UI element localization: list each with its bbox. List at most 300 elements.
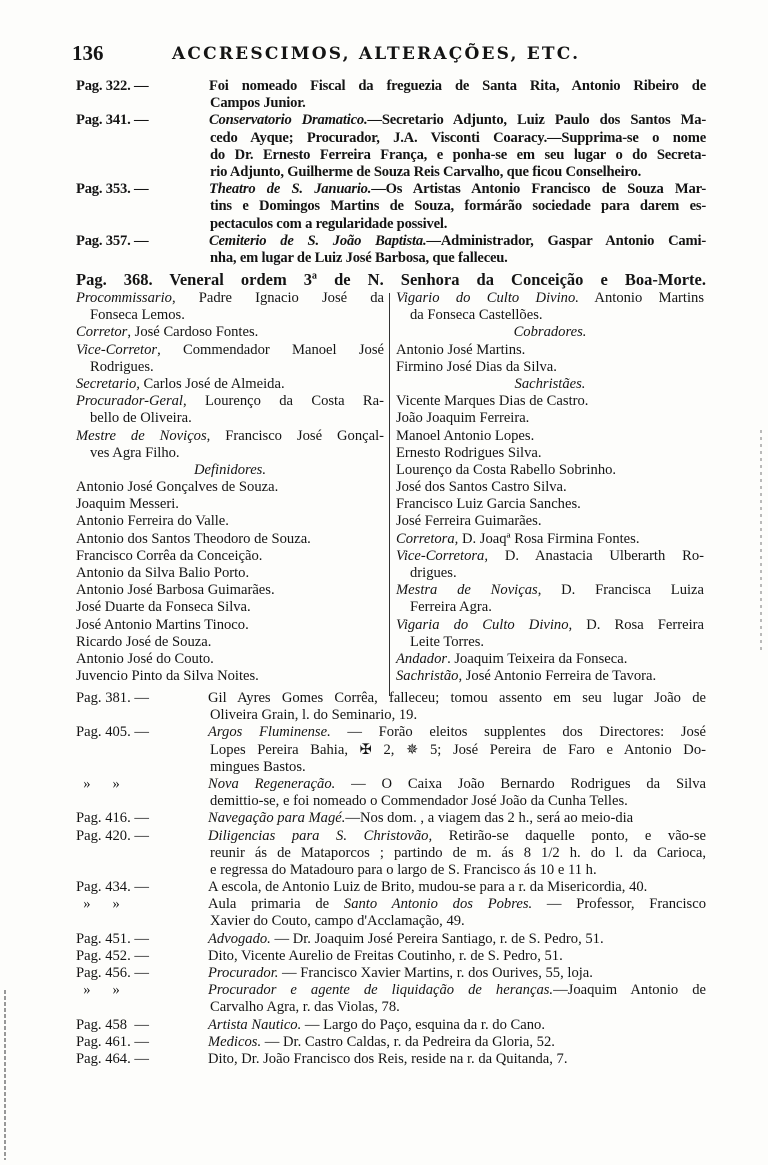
text-segment: Gil Ayres Gomes Corrêa, falleceu; tomou assento em seu lugar João de [208,690,706,706]
line-text [208,776,706,793]
entry [76,513,384,530]
text-line [76,1017,706,1034]
bottom-entries [76,690,706,1068]
text-line [396,582,704,599]
italic-heading: Santo Antonio dos Pobres. [343,896,533,913]
text-segment: — Francisco Xavier Martins, r. dos Ourives, 55, loja. [278,965,593,981]
entry [76,617,384,634]
line-text [396,462,704,479]
italic-heading: Argos Fluminense. [208,724,331,741]
line-text [90,445,384,462]
text-segment: bello de Oliveira. [90,410,192,427]
text-segment: tins e Domingos Martins de Souza, formárão sociedade para darem es- [210,198,706,215]
text-segment: — Forão eleitos supplentes dos Directores: José [330,724,706,741]
text-segment: Fonseca Lemos. [90,307,185,324]
text-line [396,290,704,307]
text-line [76,617,384,634]
line-text [90,307,384,324]
text-line [396,513,704,530]
italic-heading: Vigario do Culto Divino. [396,290,579,306]
italic-heading: Corretora, [396,530,459,547]
text-line [396,617,704,634]
line-text [76,513,384,530]
text-segment: Firmino José Dias da Silva. [396,358,557,375]
running-title: ACCRESCIMOS, ALTERAÇÕES, ETC. [172,44,581,64]
text-line [396,668,704,685]
text-line [76,828,706,845]
text-segment: —Os Artistas Antonio Francisco de Souza Mar- [371,181,706,198]
line-text [410,307,704,324]
italic-heading: Corretor [76,324,128,341]
text-line [76,810,706,827]
line-text [210,164,706,181]
line-text [76,428,384,445]
line-text [396,651,704,668]
line-text [210,147,706,164]
text-line [76,651,384,668]
text-line [76,690,706,707]
text-line [76,376,384,393]
italic-heading: Theatro de S. Januario. [209,181,372,198]
text-line [76,307,384,324]
text-line [76,198,706,215]
text-line [76,513,384,530]
italic-heading: Nova Regeneração. [208,775,336,792]
italic-heading: Procurador. [208,965,279,981]
italic-heading: Vice-Corretor [76,341,158,358]
line-text [210,742,706,759]
line-text [210,862,706,879]
entry [76,342,384,376]
line-text [396,496,704,513]
text-segment: D. Rosa Ferreira [572,616,704,633]
line-text [396,548,704,565]
text-segment: Foi nomeado Fiscal da freguezia de Santa Rita, Antonio Ribeiro de [209,78,706,94]
entry [76,651,384,668]
text-line [76,531,384,548]
page-reference: Pag. 464. — [76,1050,149,1067]
text-line [76,896,706,913]
column-divider [389,293,390,696]
line-text [208,982,706,999]
text-line [76,496,384,513]
page-reference: » » [76,775,120,792]
entry [396,428,704,445]
text-segment: cedo Ayque; Procurador, J.A. Visconti Coaracy.—Supprima-se o nome [210,129,706,146]
text-segment: José Duarte da Fonseca Silva. [76,599,251,616]
italic-heading: Vice-Corretora, [396,547,489,564]
text-line [396,342,704,359]
line-text [410,599,704,616]
text-line [76,879,706,896]
text-segment: Antonio José Martins. [396,341,526,358]
line-text [396,290,704,307]
text-line [76,1034,706,1051]
entry [76,896,706,930]
page-reference: Pag. 452. — [76,947,149,964]
page-reference: Pag. 416. — [76,810,149,827]
line-text [76,651,384,668]
page-number: 136 [72,41,104,65]
text-line [76,999,706,1016]
text-segment: , D. Francisca Luiza [537,582,705,599]
italic-heading: Navegação para Magé. [208,810,346,827]
entry [76,599,384,616]
text-segment: , José Antonio Ferreira de Tavora. [458,668,657,685]
text-segment: drigues. [410,565,457,581]
entry [76,948,706,965]
text-line [396,496,704,513]
text-segment: Antonio Martins [578,290,704,306]
text-segment: Ernesto Rodrigues Silva. [396,444,542,461]
italic-heading: Procommissario [76,290,172,306]
text-segment: Antonio José do Couto. [76,650,214,667]
line-text [76,582,384,599]
line-text [396,376,704,393]
text-segment: , Lourenço da Costa Ra- [183,393,384,410]
italic-heading: Mestra de Noviças [396,582,538,599]
text-segment: —Joaquim Antonio de [553,982,706,999]
entry [76,290,384,324]
line-text [208,896,706,913]
text-segment: Manoel Antonio Lopes. [396,427,535,444]
text-line [76,164,706,181]
line-text [396,393,704,410]
line-text [76,393,384,410]
text-line [76,565,384,582]
entry [396,496,704,513]
text-segment: — Dr. Castro Caldas, r. da Pedreira da Gloria, 52. [261,1033,555,1050]
line-text [209,78,706,95]
text-line [396,376,704,393]
text-segment: —Secretario Adjunto, Luiz Paulo dos Santos Ma- [367,112,707,129]
line-text [208,828,706,845]
entry [76,479,384,496]
line-text [90,359,384,376]
text-line [76,95,706,112]
text-line [76,724,706,741]
line-text [76,462,384,479]
text-line [76,845,706,862]
text-segment: Ferreira Agra. [410,599,492,616]
text-line [76,862,706,879]
line-text [210,913,706,930]
text-line [76,931,706,948]
text-segment: Antonio da Silva Balio Porto. [76,565,250,581]
text-line [76,707,706,724]
page-reference: Pag. 434. — [76,879,149,896]
text-line [76,393,384,410]
entry [76,112,706,181]
line-text [208,948,706,965]
line-text [208,1051,706,1068]
line-text [396,410,704,427]
entry [76,462,384,479]
text-line [396,359,704,376]
italic-heading: Conservatorio Dramatico. [209,112,368,129]
page-reference: » » [76,896,120,913]
text-line [76,445,384,462]
entry [76,1034,706,1051]
entry [396,668,704,685]
entry [76,724,706,776]
entry [396,342,704,359]
line-text [76,548,384,565]
entry [76,428,384,462]
line-text [210,845,706,862]
line-text [210,216,706,233]
text-line [76,130,706,147]
italic-heading: Sachristão [396,668,459,685]
text-segment: demittio-se, e foi nomeado o Commendador José João da Cunha Telles. [210,793,628,810]
line-text [210,707,706,724]
text-segment: , Francisco José Gonçal- [206,427,384,444]
text-segment: Joaquim Messeri. [76,496,179,513]
text-segment: Leite Torres. [410,633,485,650]
text-segment: Vicente Marques Dias de Castro. [396,393,589,410]
italic-heading: Advogado. [208,930,271,947]
line-text [210,793,706,810]
text-segment: Francisco Luiz Garcia Sanches. [396,496,581,513]
text-segment: Oliveira Grain, l. do Seminario, 19. [210,707,418,724]
italic-heading: Mestre de Noviços [76,427,207,444]
text-line [76,479,384,496]
italic-heading: Artista Nautico. [208,1016,302,1033]
text-segment: , Padre Ignacio José da [171,290,384,306]
entry [396,617,704,651]
text-line [76,948,706,965]
line-text [76,479,384,496]
text-line [76,250,706,267]
text-line [76,599,384,616]
text-line [76,112,706,129]
text-segment: — Professor, Francisco [532,896,707,913]
text-segment: Lourenço da Costa Rabello Sobrinho. [396,461,617,478]
text-segment: José Ferreira Guimarães. [396,513,542,530]
text-segment: , José Cardoso Fontes. [127,324,259,341]
text-segment: José Antonio Martins Tinoco. [76,616,249,633]
text-line [396,307,704,324]
text-segment: Ricardo José de Souza. [76,633,212,650]
italic-heading: Medicos. [208,1033,262,1050]
page-reference: Pag. 451. — [76,930,149,947]
text-segment: da Fonseca Castellões. [410,307,543,324]
entry [76,776,706,810]
text-line [76,759,706,776]
page-reference: Pag. 458 — [76,1016,149,1033]
italic-heading: Procurador e agente de liquidação de heranças. [208,982,554,999]
entry [396,479,704,496]
text-line [76,290,384,307]
entry [76,668,384,685]
text-segment: A escola, de Antonio Luiz de Brito, mudou-se para a r. da Misericordia, 40. [208,879,648,896]
text-segment: Antonio Ferreira do Valle. [76,513,229,530]
text-line [396,548,704,565]
line-text [210,130,706,147]
text-line [76,181,706,198]
text-segment: — O Caixa João Bernardo Rodrigues da Silva [335,775,706,792]
right-column [396,290,704,685]
text-line [76,359,384,376]
line-text [76,531,384,548]
page-reference: Pag. 461. — [76,1033,149,1050]
text-segment: Aula primaria de [208,896,344,913]
text-segment: pectaculos com a regularidade possivel. [210,215,448,232]
entry [396,376,704,393]
text-segment: — Largo do Paço, esquina da r. do Cano. [301,1016,545,1033]
entry [396,582,704,616]
entry [76,393,384,427]
text-line [76,965,706,982]
text-segment: —Administrador, Gaspar Antonio Cami- [426,232,706,249]
line-text [208,879,706,896]
text-segment: João Joaquim Ferreira. [396,410,530,427]
entry [76,531,384,548]
entry [76,324,384,341]
line-text [210,95,706,112]
entry [76,810,706,827]
line-text [210,999,706,1016]
text-line [76,776,706,793]
line-text [396,617,704,634]
text-segment: Antonio José Barbosa Guimarães. [76,582,275,599]
line-text [76,342,384,359]
text-segment: D. Anastacia Ulberarth Ro- [488,547,704,564]
line-text [209,112,706,129]
line-text [396,428,704,445]
text-segment: ves Agra Filho. [90,444,180,461]
top-entries [76,78,706,267]
line-text [396,445,704,462]
left-column [76,290,384,685]
text-segment: Xavier do Couto, campo d'Acclamação, 49. [210,913,465,930]
text-line [396,479,704,496]
line-text [76,290,384,307]
italic-heading: Cemiterio de S. João Baptista. [209,232,427,249]
entry [396,290,704,324]
text-line [76,78,706,95]
text-segment: Antonio dos Santos Theodoro de Souza. [76,530,311,547]
text-line [76,582,384,599]
text-line [76,982,706,999]
line-text [396,359,704,376]
line-text [76,565,384,582]
text-line [76,742,706,759]
text-line [76,410,384,427]
text-line [396,393,704,410]
text-line [396,324,704,341]
text-line [76,1051,706,1068]
text-line [76,668,384,685]
text-segment: José dos Santos Castro Silva. [396,479,567,496]
line-text [209,181,706,198]
text-line [76,324,384,341]
line-text [208,1017,706,1034]
text-segment: Retirão-se daquelle ponto, e vão-se [432,827,706,844]
line-text [76,668,384,685]
text-segment: e regressa do Matadouro para o largo de S. Francisco ás 10 e 11 h. [210,861,597,878]
entry [76,376,384,393]
entry [396,531,704,548]
text-segment: , Commendador Manoel José [157,341,384,358]
line-text [76,617,384,634]
line-text [396,342,704,359]
text-line [76,462,384,479]
text-line [76,634,384,651]
text-line [76,342,384,359]
section-heading: Pag. 368. Veneral ordem 3ª de N. Senhora da Conceição e Boa-Morte. [76,270,706,289]
text-line [76,428,384,445]
line-text [76,324,384,341]
line-text [396,479,704,496]
entry [76,233,706,267]
page-reference: Pag. 381. — [76,690,149,706]
entry [76,982,706,1016]
text-line [396,462,704,479]
line-text [208,965,706,982]
line-text [210,250,706,267]
text-line [396,565,704,582]
entry [76,565,384,582]
italic-heading: Definidores. [193,461,266,478]
text-segment: Carlos José de Almeida. [139,375,285,392]
line-text [209,233,706,250]
page-reference: » » [76,982,120,999]
entry [76,634,384,651]
line-text [396,324,704,341]
entry [76,965,706,982]
text-line [396,634,704,651]
line-text [396,668,704,685]
page-reference: Pag. 322. — [76,78,149,94]
line-text [210,198,706,215]
page-reference: Pag. 341. — [76,112,149,129]
entry [396,393,704,410]
entry [76,879,706,896]
text-line [396,599,704,616]
text-segment: mingues Bastos. [210,758,306,775]
italic-heading: Procurador-Geral [76,393,183,410]
line-text [90,410,384,427]
entry [396,651,704,668]
entry [76,931,706,948]
text-segment: . Joaquim Teixeira da Fonseca. [447,650,628,667]
text-line [396,445,704,462]
text-segment: —Nos dom. , a viagem das 2 h., será ao meio-dia [345,810,634,827]
text-line [396,531,704,548]
text-segment: Rodrigues. [90,358,154,375]
text-segment: Dito, Vicente Aurelio de Freitas Coutinho, r. de S. Pedro, 51. [208,947,563,964]
text-line [76,913,706,930]
scan-edge-mark [760,430,762,650]
entry [396,324,704,341]
text-segment: Lopes Pereira Bahia, ✠ 2, ✵ 5; José Pereira de Faro e Antonio Do- [210,741,706,758]
line-text [208,1034,706,1051]
text-segment: Antonio José Gonçalves de Souza. [76,479,279,496]
page-reference: Pag. 405. — [76,724,149,741]
text-segment: Juvencio Pinto da Silva Noites. [76,668,259,685]
scan-edge-mark [4,990,6,1160]
line-text [208,724,706,741]
line-text [208,690,706,707]
text-segment: Dito, Dr. João Francisco dos Reis, reside na r. da Quitanda, 7. [208,1050,568,1067]
entry [76,181,706,233]
text-segment: nha, em lugar de Luiz José Barbosa, que falleceu. [210,249,508,266]
text-line [76,793,706,810]
text-line [76,216,706,233]
line-text [76,376,384,393]
italic-heading: Andador [396,650,448,667]
